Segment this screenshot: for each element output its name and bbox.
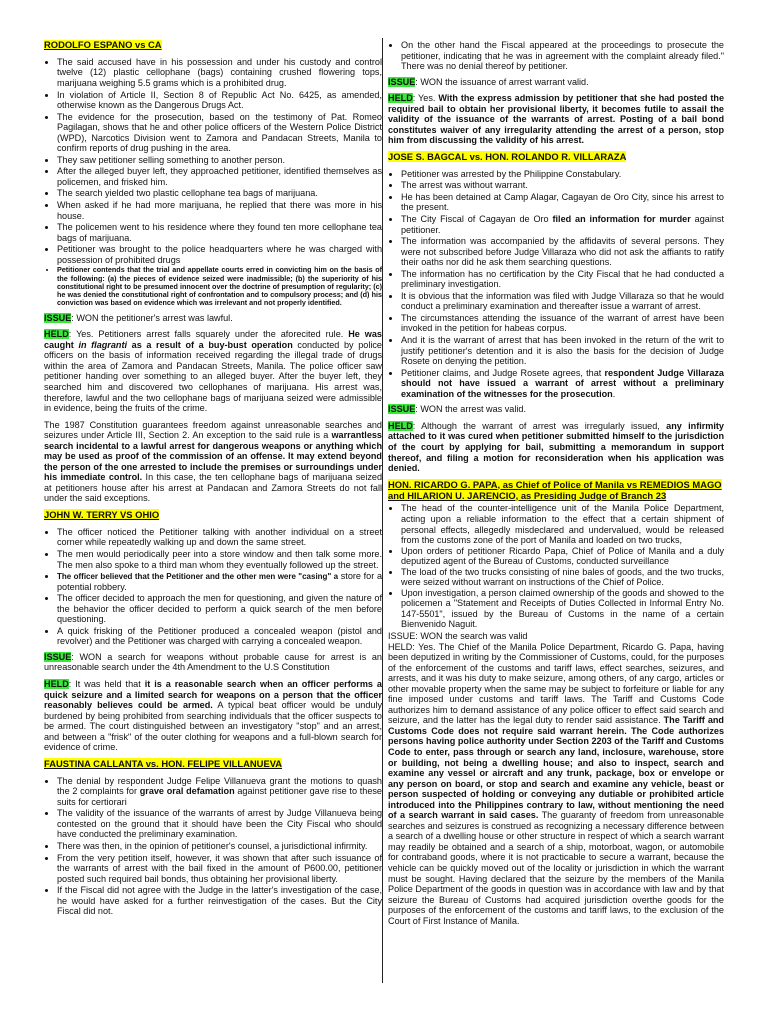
list-item: • Petitioner was brought to the police headquarters where he was charged with possession of prohibited drugs — [57, 244, 382, 265]
case-title-callanta: FAUSTINA CALLANTA vs. HON. FELIPE VILLANUEVA — [44, 757, 283, 769]
issue-paragraph — [44, 652, 382, 673]
held-text: The guaranty of freedom from unreasonable searches and seizures is construed as recognizing a necessary difference between a search of a dwelling house or other structure in respect of which a search warrant may readily be obtained and a search of a ship, motorboat, wagon, or automobile for contraband goods, where it is not practicable to secure a warrant, because the vehicle can be quickly moved out of the locality or jurisdiction in which the warrant must be sought. Having declared that the seizure by the members of the Manila Police Department of the goods in question was in accordance with law and by that seizure the Bureau of Customs had acquired jurisdiction overthe goods for the purposes of the enforcement of the customs and tariff laws, to the exclusion of the Court of First Instance of Manila. — [388, 810, 724, 926]
list-item: • After the alleged buyer left, they approached petitioner, identified themselves as policemen, and frisked him. — [57, 166, 382, 187]
held-label: HELD — [388, 93, 413, 104]
list-item — [401, 368, 724, 400]
held-paragraph — [388, 93, 724, 146]
case-heading — [44, 40, 382, 51]
facts-list — [388, 503, 724, 630]
list-item: • They saw petitioner selling something to another person. — [57, 155, 382, 166]
issue-label: ISSUE — [388, 76, 416, 87]
list-item: • Upon investigation, a person claimed ownership of the goods and showed to the policemen a "Statement and Receipts of Duties Collected in Informal Entry No. 147-5501", issued by the Bureau of Customs in the name of a certain Bienvenido Naguit. — [401, 588, 724, 630]
held-text: : Although the warrant of arrest was irregularly issued, — [412, 420, 667, 431]
case-heading — [388, 152, 724, 163]
list-item: • The said accused have in his possession and under his custody and control twelve (12) plastic cellophane (bags) containing crushed flowering tops, marijuana weighing 5.5 grams which is a prohibited drug. — [57, 57, 382, 89]
list-item: • The validity of the issuance of the warrants of arrest by Judge Villanueva being contested on the ground that it should have been the City Fiscal who should have conducted the preliminary examination. — [57, 808, 382, 840]
case-title-bagcal: JOSE S. BAGCAL vs. HON. ROLANDO R. VILLARAZA — [388, 150, 627, 162]
case-title-terry: JOHN W. TERRY VS OHIO — [44, 509, 160, 520]
held-text: HELD: Yes. The Chief of the Manila Police Department, Ricardo G. Papa, having been deputized in writing by the Commissioner of Customs, could, for the purposes of the enforcement of the customs and tariff laws, effect searches, seizures, and arrests, and it was his duty to make seizure, among others, of any cargo, articles or other movable property when the same may be subject to forfeiture or liable for any fine imposed under customs and tariff laws. The Tariff and Customs Code authorizes him to demand assistance of any police officer to effect said search and seizure, and the latter has the legal duty to render said assistance. — [388, 641, 724, 726]
para-text: In this case, the ten cellophane bags of marijuana seized at petitioners house after his arrest at Pandacan and Zamora Streets do not fall under the said exceptions. — [44, 472, 382, 504]
held-bold: With the express admission by petitioner that she had posted the required bail to obtain her provisional liberty, it becomes futile to assail the validity of the issuance of the warrants of arrest. Posting of a bail bond constitutes waiver of any irregularity attending the arrest of a person, stop him from discussing the validity of his arrest. — [388, 93, 724, 146]
issue-text: : WON a search for weapons without probable cause for arrest is an unreasonable search under the 4th Amendment to the U.S Constitution — [44, 651, 382, 673]
held-paragraph — [44, 679, 382, 753]
list-item: • When asked if he had more marijuana, he replied that there was more in his house. — [57, 200, 382, 221]
list-item: • Upon orders of petitioner Ricardo Papa, Chief of Police of Manila and a duly deputized agent of the Bureau of Customs, conducted surveillance — [401, 546, 724, 567]
list-item: • A quick frisking of the Petitioner produced a concealed weapon (pistol and revolver) and the Petitioner was charged with carrying a concealed weapon. — [57, 626, 382, 647]
list-item: • The information has no certification by the City Fiscal that he had conducted a preliminary investigation. — [401, 269, 724, 290]
issue-paragraph — [44, 313, 382, 324]
body-paragraph — [44, 420, 382, 504]
facts-list — [388, 40, 724, 72]
bullet-bold: respondent Judge Villaraza should not have issued a warrant of arrest without a preliminary examination of the witnesses for the prosecution — [401, 367, 724, 399]
facts-list — [44, 527, 382, 647]
bullet-bold: grave oral defamation — [139, 786, 235, 797]
left-column — [44, 40, 382, 922]
bullet-text: against petitioner gave rise to these suits for certiorari — [57, 786, 382, 807]
issue-line: ISSUE: WON the search was valid — [388, 630, 528, 641]
bullet-bold: The officer believed that the Petitioner and the other men were "casing" a — [57, 572, 339, 582]
column-divider — [382, 38, 383, 983]
issue-text: : WON the petitioner's arrest was lawful. — [71, 312, 233, 323]
list-item: • The circumstances attending the issuance of the warrant of arrest have been invoked in the petition for habeas corpus. — [401, 313, 724, 334]
held-label: HELD — [44, 329, 69, 340]
held-bold: it is a reasonable search when an officer performs a quick seizure and a limited search for weapons on a person that the officer reasonably believes could be armed. — [44, 679, 382, 711]
issue-label: ISSUE — [388, 404, 416, 415]
list-item: • Petitioner contends that the trial and appellate courts erred in convicting him on the basis of the following: (a) the pieces of evidence seized were inadmissible; (b) the superiority of his constitutional right to be presumed innocent over the doctrine of presumption of regularity; (c) he was denied the constitutional right of confrontation and to compulsory process; and (d) his conviction was based on evidence which was irrelevant and not properly identified. — [57, 266, 382, 307]
held-paragraph — [388, 421, 724, 474]
bullet-text: The denial by respondent Judge Felipe Villanueva grant the motions to quash the 2 complaints for — [57, 775, 382, 797]
facts-list — [44, 57, 382, 308]
bullet-text: store for a potential robbery. — [57, 571, 382, 592]
facts-list — [388, 169, 724, 399]
list-item: • The information was accompanied by the affidavits of several persons. They were not subscribed before Judge Villaraza who did not ask the affiants to ratify their oaths nor did he ask them searching questions. — [401, 236, 724, 268]
case-heading — [44, 759, 382, 770]
list-item: • The arrest was without warrant. — [401, 180, 724, 191]
held-bold: as a result of a buy-bust operation — [127, 339, 293, 350]
held-bold: The Tariff and Customs Code does not require said warrant herein. The Code authorizes persons having police authority under Section 2203 of the Tariff and Customs Code to enter, pass through or search any land, inclosure, warehouse, store or building, not being a dwelling house; and also to inspect, search and examine any vessel or aircraft and any trunk, package, box or envelope or any person on board, or stop and search and examine any vehicle, beast or person suspected of holding or conveying any dutiable or prohibited article introduced into the Philippines contrary to law, without mentioning the need of a search warrant in said cases. — [388, 715, 724, 821]
list-item: • On the other hand the Fiscal appeared at the proceedings to prosecute the petitioner, indicating that he was in agreement with the complaint already filed." There was no denial thereof by petitioner. — [401, 40, 724, 72]
list-item — [57, 571, 382, 592]
list-item: • The policemen went to his residence where they found ten more cellophane tea bags of marijuana. — [57, 222, 382, 243]
held-text: A typical beat officer would be unduly burdened by being prohibited from searching individuals that the officer suspects to be armed. The court distinguished between an investigatory "stop" and an arrest, and between a "frisk" of the outer clothing for weapons and a full-blown search for evidence of crime. — [44, 700, 382, 753]
list-item: • Petitioner was arrested by the Philippine Constabulary. — [401, 169, 724, 180]
bullet-bold: filed an information for murder — [552, 214, 691, 225]
held-text: conducted by police officers on the basis of information received regarding the illegal trade of drugs within the area of Zamora and Pandacan Streets, Manila. The police officer saw petitioner handing over something to an alleged buyer. After the buyer left, they searched him and discovered two cellophanes of marijuana. His arrest was, therefore, lawful and the two cellophane bags of marijuana seized were admissible in evidence, being the fruits of the crime. — [44, 339, 382, 414]
list-item: • There was then, in the opinion of petitioner's counsel, a jurisdictional infirmity. — [57, 841, 382, 852]
case-heading — [44, 510, 382, 521]
facts-list — [44, 776, 382, 917]
held-text: : Yes. Petitioners arrest falls squarely under the aforecited rule. — [68, 329, 349, 340]
held-bold: He was caught — [44, 329, 382, 350]
held-paragraph — [44, 329, 382, 413]
issue-paragraph — [388, 404, 724, 415]
held-italic: in flagranti — [78, 339, 128, 350]
held-text: : Yes. — [412, 93, 439, 104]
bullet-text: The City Fiscal of Cagayan de Oro — [401, 214, 553, 225]
held-label: HELD — [44, 679, 69, 690]
case-title-papa: HON. RICARDO G. PAPA, as Chief of Police of Manila vs REMEDIOS MAGO and HILARION U. JARENCIO, as Presiding Judge of Branch 23 — [388, 478, 722, 501]
bullet-text: against petitioner. — [401, 214, 724, 235]
list-item: • The head of the counter-intelligence unit of the Manila Police Department, acting upon a reliable information to the effect that a certain shipment of personal effects, allegedly misdeclared and undervalued, would be released from the customs zone of the port of Manila and loaded on two trucks, — [401, 503, 724, 545]
list-item: • The evidence for the prosecution, based on the testimony of Pat. Romeo Pagilagan, shows that he and other police officers of the Western Police District (WPD), Narcotics Division went to Zamora and Pandacan Streets, Manila to confirm reports of drug pushing in the area. — [57, 112, 382, 154]
issue-text: : WON the arrest was valid. — [415, 404, 526, 415]
list-item: • From the very petition itself, however, it was shown that after such issuance of the warrants of arrest with the bail fixed in the amount of P600.00, petitioner posted such required bail bonds, thus obtaining her provisional liberty. — [57, 853, 382, 885]
list-item: • In violation of Article II, Section 8 of Republic Act No. 6425, as amended, otherwise known as the Dangerous Drugs Act. — [57, 90, 382, 111]
list-item: • If the Fiscal did not agree with the Judge in the latter's investigation of the case, he would have asked for a further reinvestigation of the cases. But the City Fiscal did not. — [57, 885, 382, 917]
para-text: The 1987 Constitution guarantees freedom against unreasonable searches and seizures under Article III, Section 2. An exception to the said rule is a — [44, 419, 382, 441]
issue-label: ISSUE — [44, 312, 72, 323]
held-bold: any infirmity attached to it was cured when petitioner submitted himself to the jurisdiction of the court by applying for bail, submitting a memorandum in support thereof, and filing a motion for reconsideration when his application was denied. — [388, 420, 724, 474]
para-bold: warrantless search incidental to a lawful arrest for dangerous weapons or anything which may be used as proof of the commission of an offense. It may extend beyond the person of the one arrested to include the premises or surroundings under his immediate control. — [44, 430, 382, 483]
issue-text: : WON the issuance of arrest warrant valid. — [415, 76, 589, 87]
case-heading — [388, 480, 724, 502]
list-item — [401, 214, 724, 235]
list-item: • He has been detained at Camp Alagar, Cagayan de Oro City, since his arrest to the present. — [401, 192, 724, 213]
bullet-text: Petitioner claims, and Judge Rosete agrees, that — [401, 367, 605, 378]
list-item: • The officer decided to approach the men for questioning, and given the nature of the behavior the officer decided to perform a quick search of the men before questioning. — [57, 593, 382, 625]
held-label: HELD — [388, 420, 413, 431]
list-item: • The search yielded two plastic cellophane tea bags of marijuana. — [57, 188, 382, 199]
case-title-espano: RODOLFO ESPANO vs CA — [44, 40, 162, 50]
list-item: • The load of the two trucks consisting of nine bales of goods, and the two trucks, were seized without warrant on instructions of the Chief of Police. — [401, 567, 724, 588]
list-item: • The officer noticed the Petitioner talking with another individual on a street corner while repeatedly walking up and down the same street. — [57, 527, 382, 548]
right-column — [388, 40, 724, 932]
list-item: • It is obvious that the information was filed with Judge Villaraza so that he would conduct a preliminary examination and thereafter issue a warrant of arrest. — [401, 291, 724, 312]
bullet-text: . — [612, 388, 616, 399]
issue-paragraph — [388, 77, 724, 88]
held-text: : It was held that — [68, 679, 145, 690]
issue-label: ISSUE — [44, 651, 72, 662]
held-paragraph — [388, 642, 724, 927]
list-item: • The men would periodically peer into a store window and then talk some more. The men also spoke to a third man whom they eventually followed up the street. — [57, 549, 382, 570]
list-item: • And it is the warrant of arrest that has been invoked in the return of the writ to justify petitioner's detention and it is also the basis for the decision of Judge Rosete on denying the petition. — [401, 335, 724, 367]
list-item — [57, 776, 382, 808]
